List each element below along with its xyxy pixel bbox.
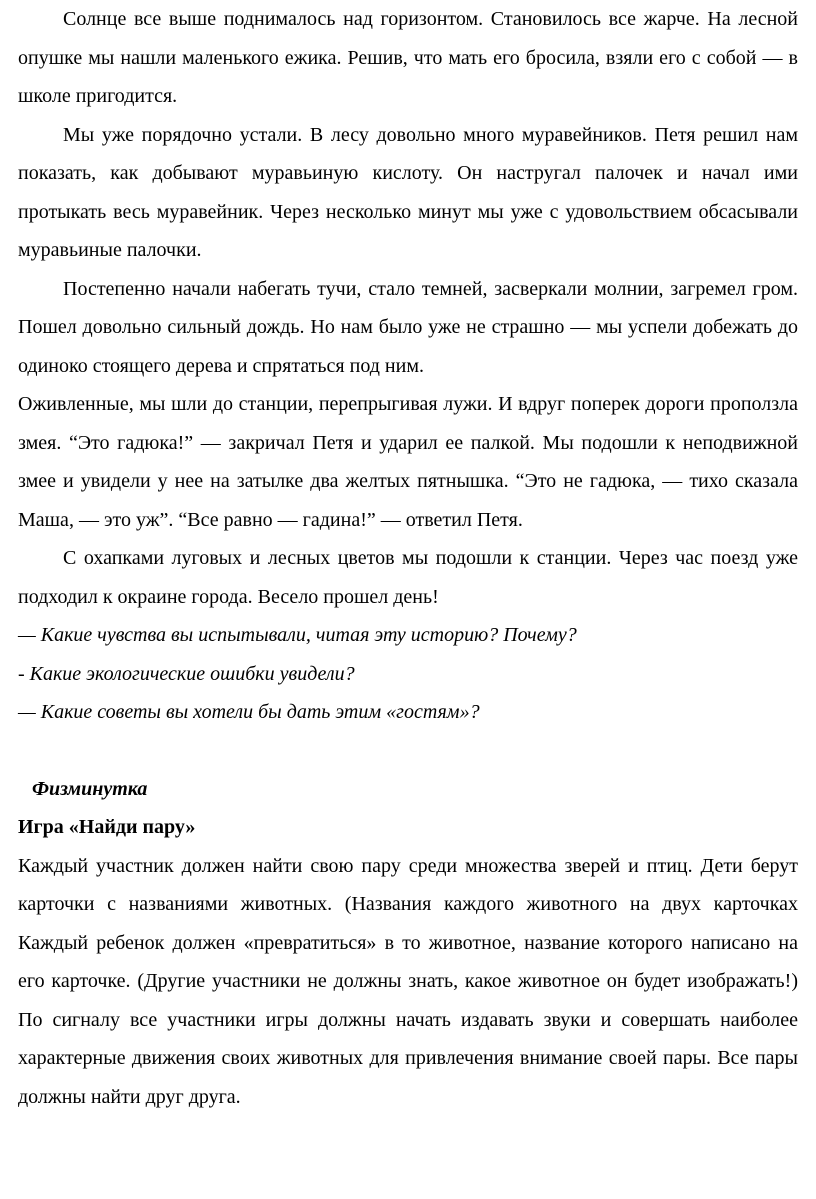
spacer <box>18 732 798 770</box>
question-feelings: — Какие чувства вы испытывали, читая эту историю? Почему? <box>18 624 577 646</box>
story-paragraph-rain: Постепенно начали набегать тучи, стало темней, засверкали молнии, загремел гром. Пошел довольно сильный дождь. Но нам было уже не страшно — мы успели добежать до одиноко стоящего дерева и спрятаться под ним. <box>18 277 798 377</box>
game-title: Игра «Найди пару» <box>18 816 196 838</box>
game-description: Каждый участник должен найти свою пару среди множества зверей и птиц. Дети берут карточки с названиями животных. (Названия каждого животного на двух карточках Каждый ребенок должен «превратиться» в то животное, название которого написано на его карточке. (Другие участники не должны знать, какое животное он будет изображать!) По сигналу все участники игры должны начать издавать звуки и совершать наиболее характерные движения своих животных для привлечения внимание своей пары. Все пары должны найти друг друга. <box>18 854 798 1108</box>
story-paragraph-sun: Солнце все выше поднималось над горизонтом. Становилось все жарче. На лесной опушке мы нашли маленького ежика. Решив, что мать его бросила, взяли его с собой — в школе пригодится. <box>18 8 798 107</box>
section-heading-fizminutka: Физминутка <box>32 777 148 800</box>
document-page <box>18 0 798 1116</box>
story-paragraph-anthill: Мы уже порядочно устали. В лесу довольно много муравейников. Петя решил нам показать, как добывают муравьиную кислоту. Он настругал палочек и начал ими протыкать весь муравейник. Через несколько минут мы уже с удовольствием обсасывали муравьиные палочки. <box>18 123 798 261</box>
story-paragraph-station: С охапками луговых и лесных цветов мы подошли к станции. Через час поезд уже подходил к окраине города. Весело прошел день! <box>18 547 798 608</box>
question-advice: — Какие советы вы хотели бы дать этим «гостям»? <box>18 701 480 723</box>
story-paragraph-snake: Оживленные, мы шли до станции, перепрыгивая лужи. И вдруг поперек дороги проползла змея. “Это гадюка!” — закричал Петя и ударил ее палкой. Мы подошли к неподвижной змее и увидели у нее на затылке два желтых пятнышка. “Это не гадюка, — тихо сказала Маша, — это уж”. “Все равно — гадина!” — ответил Петя. <box>18 393 798 531</box>
question-mistakes: - Какие экологические ошибки увидели? <box>18 662 355 685</box>
